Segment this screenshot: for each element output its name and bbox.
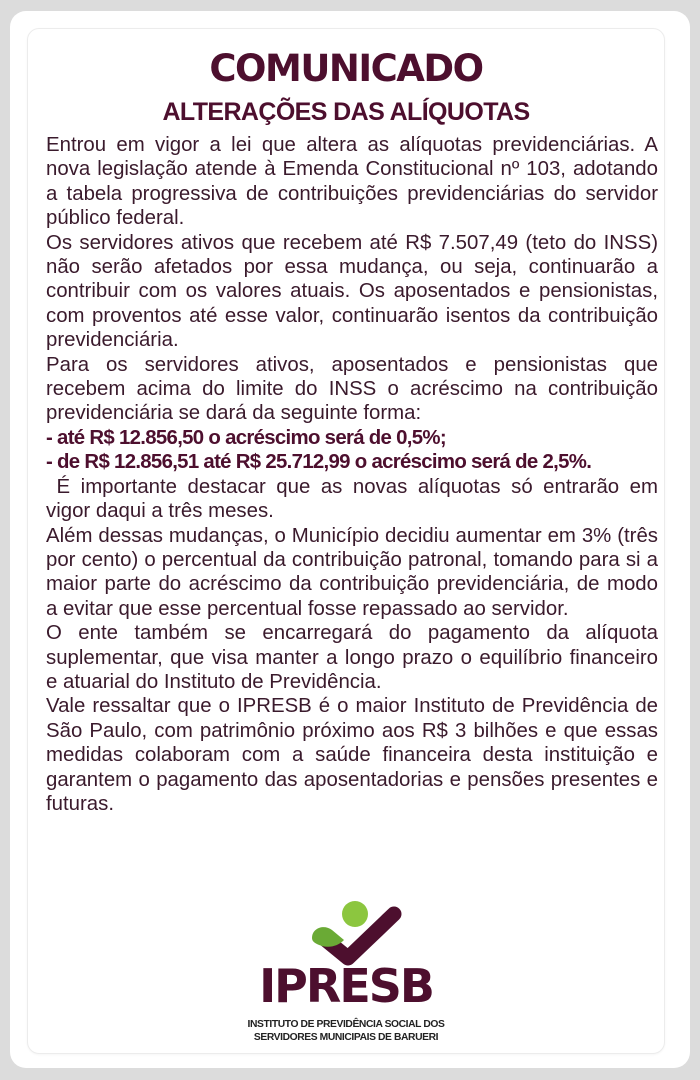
logo-tagline-line-1: INSTITUTO DE PREVIDÊNCIA SOCIAL DOS [247,1019,445,1030]
outer-card [10,11,690,1068]
paragraph-intro: Entrou em vigor a lei que altera as alíquotas previdenciárias. A nova legislação atende à Emenda Constitucional nº 103, adotando a tabela progressiva de contribuições previdenciárias do servidor público federal. [46,134,658,230]
rule-item-2: - de R$ 12.856,51 até R$ 25.712,99 o acréscimo será de 2,5%. [46,451,592,474]
paragraph-supplementary-rate: O ente também se encarregará do pagamento da alíquota suplementar, que visa manter a longo prazo o equilíbrio financeiro e atuarial do Instituto de Previdência. [46,622,658,693]
logo-tagline [28,1018,664,1044]
paragraph-effective-date: É importante destacar que as novas alíquotas só entrarão em vigor daqui a três meses. [46,475,664,523]
announcement-body [46,133,664,816]
logo-tagline-line-2: SERVIDORES MUNICIPAIS DE BARUERI [253,1032,439,1043]
announcement-card [27,28,665,1054]
paragraph-above-limit: Para os servidores ativos, aposentados e pensionistas que recebem acima do limite do INSS o acréscimo na contribuição previdenciária se dará da seguinte forma: [46,353,658,425]
paragraph-inss-limit: Os servidores ativos que recebem até R$ 7.507,49 (teto do INSS) não serão afetados por essa mudança, ou seja, continuarão a contribuir com os valores atuais. Os aposentados e pensionistas, com proventos até esse valor, continuarão isentos da contribuição previdenciária. [46,231,658,352]
page-title: COMUNICADO [209,47,483,90]
ipresb-checkmark-person-icon [298,894,408,966]
paragraph-ipresb-highlight: Vale ressaltar que o IPRESB é o maior Instituto de Previdência de São Paulo, com patrimônio próximo aos R$ 3 bilhões e que essas medidas colaboram com a saúde financeira desta instituição e garantem o pagamento das aposentadorias e pensões presentes e futuras. [46,695,658,815]
page-subtitle: ALTERAÇÕES DAS ALÍQUOTAS [162,98,530,126]
rule-item-1: - até R$ 12.856,50 o acréscimo será de 0,5%; [46,426,446,449]
logo-wordmark: IPRESB [259,959,433,1013]
ipresb-logo [28,894,664,1044]
paragraph-employer-contribution: Além dessas mudanças, o Município decidiu aumentar em 3% (três por cento) o percentual da contribuição patronal, tomando para si a maior parte do acréscimo da contribuição previdenciária, de modo a evitar que esse percentual fosse repassado ao servidor. [46,524,658,620]
